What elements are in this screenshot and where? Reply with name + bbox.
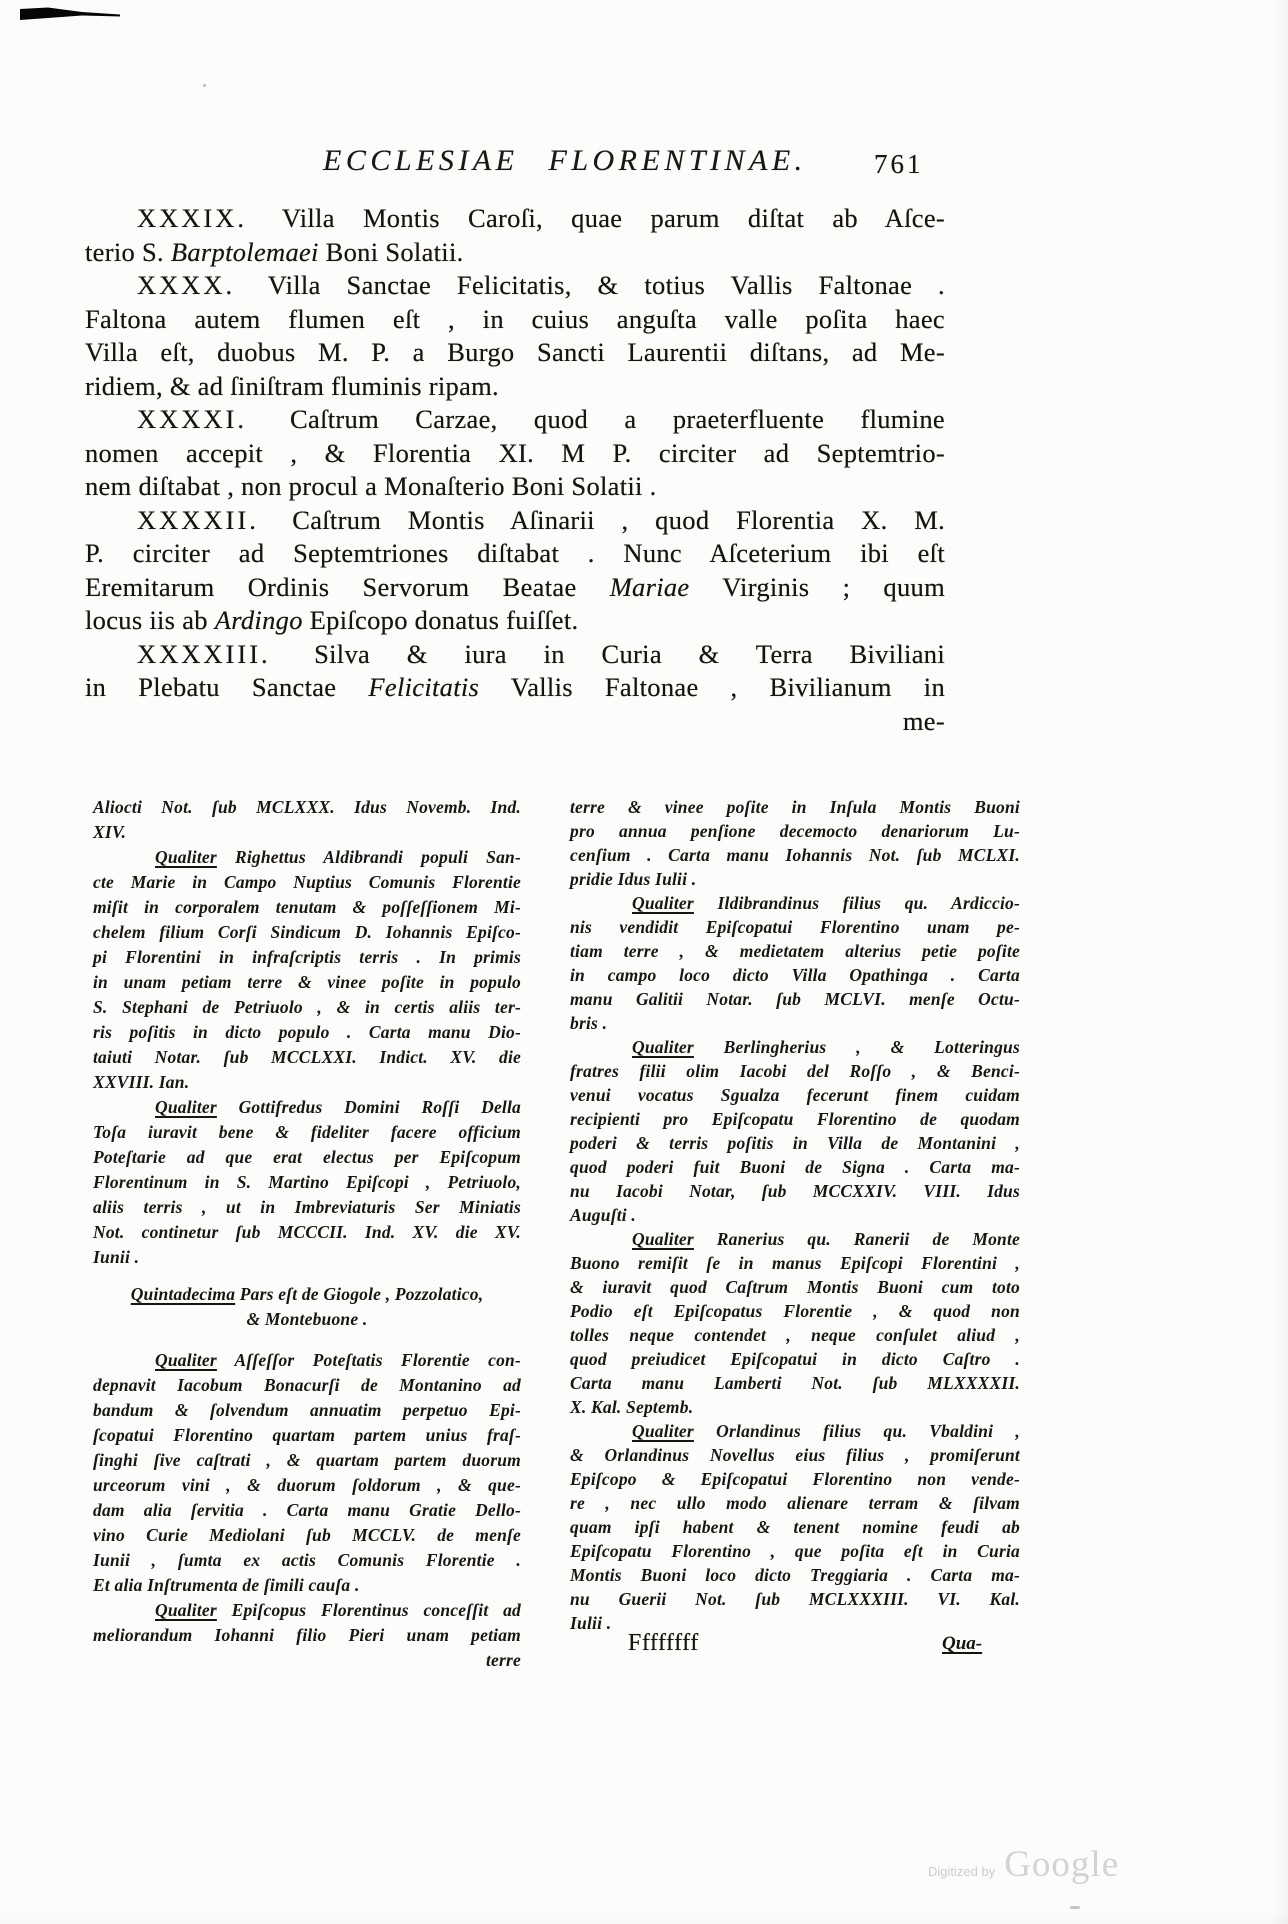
footnote-line: manu Galitii Notar. ſub MCLVI. menſe Octu-: [570, 989, 1020, 1009]
footnote-line: nis vendidit Epiſcopatui Florentino unam pe-: [570, 917, 1020, 937]
footnote-line: re , nec ullo modo alienare terram & ſilvam: [570, 1493, 1020, 1513]
text: Vallis Faltonae , Bivilianum in: [479, 672, 945, 702]
text: nomen accepit , & Florentia XI. M P. circiter ad Septemtrio-: [85, 437, 945, 468]
paragraph-numeral: XXXXII.: [137, 504, 289, 535]
footnote-line: in unam petiam terre & vinee poſite in populo: [93, 972, 521, 992]
ink-smudge: [20, 6, 120, 22]
footnote-line: Qualiter Aſſeſſor Poteſtatis Florentie con-: [155, 1350, 521, 1370]
footnote-line: in campo loco dicto Villa Opathinga . Carta: [570, 965, 1020, 985]
main-text-line: [85, 705, 945, 739]
footnote-line: Toſa iuravit bene & fideliter facere officium: [93, 1122, 521, 1142]
footnote-line: meliorandum Iohanni filio Pieri unam petiam: [93, 1625, 521, 1645]
running-head: [0, 144, 1288, 188]
footnote-line: Poteſtarie ad que erat electus per Epiſcopum: [93, 1147, 521, 1167]
text: Villa eſt, duobus M. P. a Burgo Sancti Laurentii diſtans, ad Me-: [85, 337, 945, 367]
page-edge-shadow-right: [1270, 0, 1288, 1924]
footnote-line: recipienti pro Epiſcopatu Florentino de quodam: [570, 1109, 1020, 1129]
main-text-line: [85, 303, 945, 337]
footnote-line: chelem filium Corſi Sindicum D. Iohannis Epiſco-: [93, 922, 521, 942]
footnote-line: & iuravit quod Caſtrum Montis Buoni cum toto: [570, 1277, 1020, 1297]
underlined-word: Qualiter: [155, 1097, 217, 1117]
gathering-signature: Ffffffff: [628, 1630, 699, 1656]
footnote-line: ſinghi ſive caſtrati , & quartam partem duorum: [93, 1450, 521, 1470]
page-edge-shadow-bottom: [0, 1910, 1288, 1924]
underlined-word: Qualiter: [155, 1600, 217, 1620]
italic-text: Mariae: [609, 571, 690, 602]
main-text-line: [85, 236, 945, 270]
footnote-line: Iunii .: [93, 1247, 140, 1267]
underlined-word: Quintadecima: [130, 1284, 236, 1304]
main-text-line: [85, 470, 945, 504]
main-text-line: [85, 336, 945, 370]
paragraph-numeral: XXXIX.: [137, 203, 278, 233]
footnote-line: Epiſcopatu Florentino , que poſita eſt in Curia: [570, 1541, 1020, 1561]
text: nem diſtabat , non procul a Monaſterio Boni Solatii .: [85, 471, 657, 501]
footnote-line: Qualiter Ranerius qu. Ranerii de Monte: [632, 1229, 1020, 1249]
footnote-line: dam alia ſervitia . Carta manu Gratie Dello-: [93, 1500, 521, 1520]
footnote-line: pi Florentini in infraſcriptis terris . In primis: [93, 947, 521, 967]
footnote-line: S. Stephani de Petriuolo , & in certis aliis ter-: [93, 997, 521, 1017]
footnote-line: Montis Buoni loco dicto Treggiaria . Carta ma-: [570, 1565, 1020, 1585]
footnote-line: ris poſitis in dicto populo . Carta manu Dio-: [93, 1022, 521, 1042]
footnote-line: pridie Idus Iulii .: [570, 869, 697, 889]
footnote-line: Buono remiſit ſe in manus Epiſcopi Florentini ,: [570, 1253, 1020, 1273]
text: Villa Sanctae Felicitatis, & totius Vallis Faltonae .: [267, 270, 945, 300]
text: locus iis ab: [85, 605, 215, 635]
footnote-line: taiuti Notar. ſub MCCLXXI. Indict. XV. die: [93, 1047, 521, 1067]
footnote-line: aliis terris , ut in Imbreviaturis Ser Miniatis: [93, 1197, 521, 1217]
footnote-line: Epiſcopo & Epiſcopatui Florentino non vende-: [570, 1469, 1020, 1489]
footnote-line: Qualiter Orlandinus filius qu. Vbaldini ,: [632, 1421, 1020, 1441]
footnote-line: cenſium . Carta manu Iohannis Not. ſub MCLXI.: [570, 845, 1020, 865]
footnote-line: ſcopatui Florentino quartam partem unius fraſ-: [93, 1425, 521, 1445]
footnote-line: miſit in corporalem tenutam & poſſeſſionem Mi-: [93, 897, 521, 917]
footnote-gap: [93, 1270, 521, 1282]
main-text: [85, 202, 945, 738]
paragraph-numeral: XXXX.: [137, 270, 264, 300]
underlined-word: Qualiter: [155, 847, 217, 867]
footnote-line: Auguſti .: [570, 1205, 636, 1225]
underlined-word: Qualiter: [632, 893, 694, 913]
main-text-line: [85, 638, 945, 672]
footnote-line: Qualiter Berlingherius , & Lotteringus: [632, 1037, 1020, 1057]
footnote-heading-line: Quintadecima Pars eſt de Giogole , Pozzolatico,: [130, 1284, 484, 1304]
footnote-line: venui vocatus Sgualza fecerunt finem cuidam: [570, 1085, 1020, 1105]
footnote-line: tolles neque contendet , neque conſulet aliud ,: [570, 1325, 1020, 1345]
underlined-word: Qualiter: [155, 1350, 217, 1370]
text: terio S.: [85, 236, 171, 267]
footnote-line: XIV.: [93, 822, 127, 842]
main-text-line: [85, 537, 945, 571]
footnote-line: terre: [485, 1650, 521, 1670]
paragraph-numeral: XXXXIII.: [137, 638, 311, 669]
footnote-line: Iunii , ſumta ex actis Comunis Florentie .: [93, 1550, 521, 1570]
footnote-line: quam ipſi habent & tenent nomine feudi ab: [570, 1517, 1020, 1537]
footnote-line: depnavit Iacobum Bonacurſi de Montanino ad: [93, 1375, 521, 1395]
underlined-word: Qualiter: [632, 1421, 694, 1441]
text: Caſtrum Montis Aſinarii , quod Florentia X. M.: [292, 504, 945, 535]
footnote-line: tiam terre , & medietatem alterius petie poſite: [570, 941, 1020, 961]
main-text-line: [85, 202, 945, 236]
text: Epiſcopo donatus fuiſſet.: [302, 605, 579, 635]
text: me-: [902, 705, 945, 736]
footnote-line: Qualiter Gottifredus Domini Roſſi Della: [155, 1097, 521, 1117]
footnotes-left-column: [93, 795, 521, 1673]
footnote-line: bris .: [570, 1013, 608, 1033]
footnote-line: XXVIII. Ian.: [93, 1072, 190, 1092]
footnote-line: X. Kal. Septemb.: [570, 1397, 694, 1417]
text: ridiem, & ad ſiniſtram fluminis ripam.: [85, 370, 499, 401]
footnote-line: nu Iacobi Notar, ſub MCCXXIV. VIII. Idus: [570, 1181, 1020, 1201]
footnote-line: Carta manu Lamberti Not. ſub MLXXXXII.: [570, 1373, 1020, 1393]
main-text-line: [85, 269, 945, 303]
footnote-line: Qualiter Ildibrandinus filius qu. Ardiccio-: [632, 893, 1020, 913]
footnote-line: bandum & ſolvendum annuatim perpetuo Epi-: [93, 1400, 521, 1420]
main-text-line: [85, 437, 945, 471]
footnote-line: cte Marie in Campo Nuptius Comunis Florentie: [93, 872, 521, 892]
google-watermark: [928, 1843, 1119, 1886]
footnote-line: Et alia Inſtrumenta de ſimili cauſa .: [93, 1575, 360, 1595]
footnote-line: Aliocti Not. ſub MCLXXX. Idus Novemb. Ind.: [93, 797, 521, 817]
footnote-line: poderi & terris poſitis in Villa de Montanini ,: [570, 1133, 1020, 1153]
footnote-line: Iulii .: [570, 1613, 612, 1633]
footnote-line: nu Guerii Not. ſub MCLXXXIII. VI. Kal.: [570, 1589, 1020, 1609]
footnote-line: quod preiudicet Epiſcopatui in dicto Caſtro .: [570, 1349, 1020, 1369]
footnote-heading-line: & Montebuone .: [246, 1309, 368, 1329]
google-logo-text: Google: [1004, 1844, 1120, 1885]
page-number: 761: [874, 149, 924, 179]
scan-speck: [203, 84, 206, 87]
text: Caſtrum Carzae, quod a praeterfluente flumine: [290, 404, 945, 434]
footnote-line: Not. continetur ſub MCCCII. Ind. XV. die XV.: [93, 1222, 521, 1242]
italic-text: Barptolemaei: [170, 236, 319, 267]
text: Virginis ; quum: [689, 571, 945, 602]
text: Faltona autem flumen eſt , in cuius anguſta valle poſita haec: [85, 303, 945, 334]
paragraph-numeral: XXXXI.: [137, 404, 287, 434]
footnote-line: Qualiter Epiſcopus Florentinus conceſſit ad: [155, 1600, 521, 1620]
footnote-line: & Orlandinus Novellus eius filius , promiſerunt: [570, 1445, 1020, 1465]
footnote-line: Podio eſt Epiſcopatus Florentie , & quod non: [570, 1301, 1020, 1321]
main-text-line: [85, 604, 945, 638]
main-text-line: [85, 671, 945, 705]
text: Eremitarum Ordinis Servorum Beatae: [85, 571, 610, 602]
main-text-line: [85, 504, 945, 538]
underlined-word: Qualiter: [632, 1229, 694, 1249]
text: in Plebatu Sanctae: [85, 672, 369, 702]
catchword: Qua-: [942, 1633, 983, 1654]
italic-text: Ardingo: [214, 605, 303, 635]
italic-text: Felicitatis: [368, 672, 480, 702]
footnote-line: fratres filii olim Iacobi del Roſſo , & Benci-: [570, 1061, 1020, 1081]
footnote-line: vino Curie Mediolani ſub MCCLV. de menſe: [93, 1525, 521, 1545]
footnote-line: Qualiter Righettus Aldibrandi populi San-: [155, 847, 521, 867]
footnote-line: terre & vinee poſite in Inſula Montis Buoni: [570, 797, 1020, 817]
underlined-word: Qualiter: [632, 1037, 694, 1057]
main-text-line: [85, 370, 945, 404]
text: P. circiter ad Septemtriones diſtabat . Nunc Aſceterium ibi eſt: [85, 538, 945, 568]
footnote-line: pro annua penſione decemocto denariorum Lu-: [570, 821, 1020, 841]
footnote-line: Florentinum in S. Martino Epiſcopi , Petriuolo,: [93, 1172, 521, 1192]
footnote-gap: [93, 1332, 521, 1348]
footnotes-right-column: [570, 795, 1020, 1635]
main-text-line: [85, 571, 945, 605]
page-header-title: ECCLESIAE FLORENTINAE.: [323, 144, 807, 177]
scan-artifact-dash: [1070, 1906, 1080, 1909]
footnote-line: urceorum vini , & duorum ſoldorum , & que-: [93, 1475, 521, 1495]
text: Boni Solatii.: [318, 236, 464, 267]
footnote-line: quod poderi fuit Buoni de Signa . Carta ma-: [570, 1157, 1020, 1177]
text: Villa Montis Caroſi, quae parum diſtat ab Aſce-: [281, 203, 946, 233]
watermark-prefix: Digitized by: [928, 1864, 996, 1879]
main-text-line: [85, 403, 945, 437]
text: Silva & iura in Curia & Terra Biviliani: [314, 638, 945, 669]
